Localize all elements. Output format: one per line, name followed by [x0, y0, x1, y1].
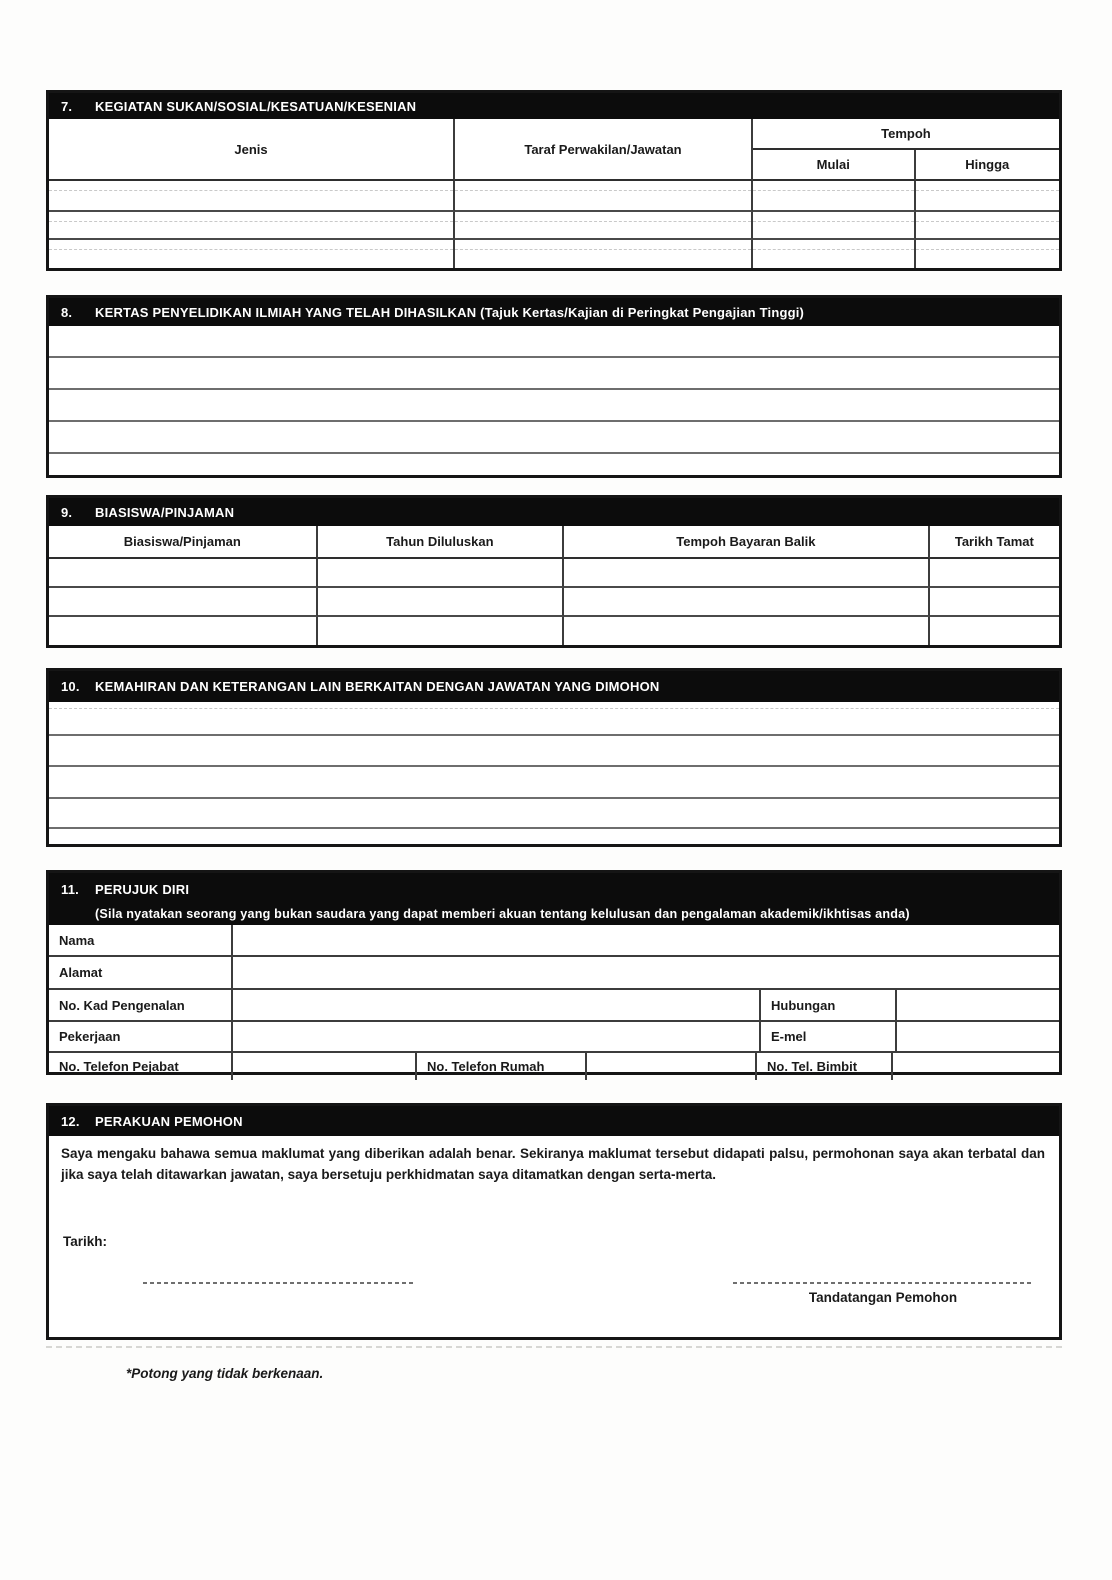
table-cell	[49, 559, 318, 588]
table-cell	[49, 617, 318, 645]
col-header-jenis: Jenis	[49, 119, 455, 181]
field-hubungan	[897, 990, 1059, 1020]
label-alamat: Alamat	[49, 957, 233, 988]
section-7-header	[49, 93, 1059, 119]
col-header-tempoh: Tempoh	[753, 119, 1059, 150]
table-cell	[49, 181, 455, 212]
write-line	[49, 358, 1059, 390]
row-nama	[49, 925, 1059, 957]
section-9-number: 9.	[61, 504, 73, 520]
label-tel-pejabat: No. Telefon Pejabat	[49, 1053, 233, 1080]
field-nama	[233, 925, 1059, 955]
field-tel-bimbit	[893, 1053, 1059, 1080]
section-9-header	[49, 498, 1059, 526]
field-tel-rumah	[587, 1053, 757, 1080]
write-line	[49, 454, 1059, 483]
table-cell	[753, 240, 916, 268]
section-9-title: BIASISWA/PINJAMAN	[95, 504, 235, 520]
field-kad-pengenalan	[233, 990, 761, 1020]
table-cell	[455, 181, 753, 212]
col-header-mulai: Mulai	[753, 150, 916, 181]
table-cell	[930, 559, 1059, 588]
declaration-text: Saya mengaku bahawa semua maklumat yang diberikan adalah benar. Sekiranya maklumat tersebut didapati palsu, permohonan saya akan terbatal dan jika saya telah ditawarkan jawatan, saya bersetuju perkhidmatan saya ditamatkan dengan serta-merta.	[61, 1146, 1045, 1182]
table-cell	[49, 212, 455, 240]
section-8-header	[49, 298, 1059, 326]
writing-area	[49, 702, 1059, 852]
section-kemahiran	[46, 668, 1062, 847]
write-line	[49, 829, 1059, 852]
row-telefon	[49, 1053, 1059, 1080]
write-line	[49, 326, 1059, 358]
section-12-title: PERAKUAN PEMOHON	[95, 1113, 243, 1129]
table-cell	[49, 588, 318, 617]
write-line	[49, 422, 1059, 454]
table-cell	[916, 181, 1059, 212]
table-cell	[318, 617, 564, 645]
section-perakuan	[46, 1103, 1062, 1340]
section-10-header	[49, 671, 1059, 702]
label-tel-bimbit: No. Tel. Bimbit	[757, 1053, 893, 1080]
col-header-biasiswa: Biasiswa/Pinjaman	[49, 526, 318, 559]
table-cell	[455, 212, 753, 240]
table-cell	[455, 240, 753, 268]
write-line	[49, 736, 1059, 767]
table-cell	[564, 617, 930, 645]
table-cell	[916, 212, 1059, 240]
col-header-tempoh-bayaran: Tempoh Bayaran Balik	[564, 526, 930, 559]
col-header-hingga: Hingga	[916, 150, 1059, 181]
section-kertas-penyelidikan	[46, 295, 1062, 478]
section-biasiswa	[46, 495, 1062, 648]
section-11-number: 11.	[61, 881, 79, 897]
date-label: Tarikh:	[63, 1234, 108, 1249]
biasiswa-table	[49, 526, 1059, 645]
section-12-header	[49, 1106, 1059, 1136]
table-cell	[564, 559, 930, 588]
row-kad-pengenalan	[49, 990, 1059, 1022]
table-cell	[753, 212, 916, 240]
field-emel	[897, 1022, 1059, 1051]
section-10-title: KEMAHIRAN DAN KETERANGAN LAIN BERKAITAN DENGAN JAWATAN YANG DIMOHON	[95, 679, 660, 694]
label-nama: Nama	[49, 925, 233, 955]
write-guide-line	[49, 708, 1059, 709]
field-alamat	[233, 957, 1059, 988]
label-emel: E-mel	[761, 1022, 897, 1051]
section-11-title: PERUJUK DIRI	[95, 881, 190, 897]
table-cell	[564, 588, 930, 617]
section-7-title: KEGIATAN SUKAN/SOSIAL/KESATUAN/KESENIAN	[95, 98, 417, 114]
section-8-title: KERTAS PENYELIDIKAN ILMIAH YANG TELAH DIHASILKAN (Tajuk Kertas/Kajian di Peringkat Pengajian Tinggi)	[95, 304, 805, 320]
section-perujuk-diri	[46, 870, 1062, 1075]
section-11-subtitle: (Sila nyatakan seorang yang bukan saudara yang dapat memberi akuan tentang kelulusan dan pengalaman akademik/ikhtisas anda)	[95, 906, 910, 921]
field-pekerjaan	[233, 1022, 761, 1051]
row-alamat	[49, 957, 1059, 990]
scan-artifact-line	[46, 1346, 1062, 1348]
section-7-number: 7.	[61, 98, 73, 114]
table-cell	[916, 240, 1059, 268]
signature-label: Tandatangan Pemohon	[808, 1290, 958, 1305]
write-line	[49, 767, 1059, 799]
table-cell	[930, 617, 1059, 645]
kegiatan-table	[49, 119, 1059, 268]
footnote: *Potong yang tidak berkenaan.	[126, 1366, 324, 1381]
write-line	[49, 799, 1059, 829]
date-signature-line	[143, 1282, 413, 1284]
label-pekerjaan: Pekerjaan	[49, 1022, 233, 1051]
table-cell	[49, 240, 455, 268]
section-10-number: 10.	[61, 679, 80, 694]
label-kad-pengenalan: No. Kad Pengenalan	[49, 990, 233, 1020]
section-kegiatan	[46, 90, 1062, 271]
col-header-taraf: Taraf Perwakilan/Jawatan	[455, 119, 753, 181]
table-cell	[318, 559, 564, 588]
table-cell	[930, 588, 1059, 617]
table-cell	[318, 588, 564, 617]
write-line	[49, 390, 1059, 422]
table-cell	[753, 181, 916, 212]
section-11-header	[49, 873, 1059, 925]
writing-area	[49, 326, 1059, 483]
col-header-tarikh-tamat: Tarikh Tamat	[930, 526, 1059, 559]
col-header-tahun: Tahun Diluluskan	[318, 526, 564, 559]
row-pekerjaan	[49, 1022, 1059, 1053]
section-8-number: 8.	[61, 304, 73, 320]
field-tel-pejabat	[233, 1053, 417, 1080]
label-hubungan: Hubungan	[761, 990, 897, 1020]
label-tel-rumah: No. Telefon Rumah	[417, 1053, 587, 1080]
section-12-number: 12.	[61, 1113, 80, 1129]
applicant-signature-line	[733, 1282, 1033, 1284]
